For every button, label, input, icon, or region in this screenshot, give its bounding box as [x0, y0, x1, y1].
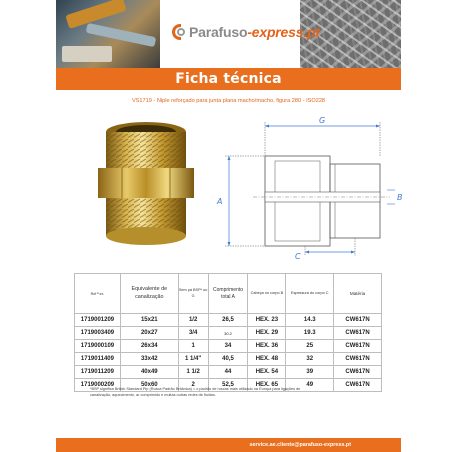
- cell-espessura: 25: [286, 340, 334, 353]
- cell-bsp: 1/2: [178, 314, 208, 327]
- technical-drawing: [205, 116, 405, 262]
- cell-cabeca: HEX. 29: [248, 327, 286, 340]
- spec-table: [74, 273, 382, 392]
- cell-equiv: 20x27: [120, 327, 178, 340]
- cell-materia: CW617N: [334, 366, 382, 379]
- cell-ref: 1719001209: [75, 314, 121, 327]
- cell-cabeca: HEX. 23: [248, 314, 286, 327]
- footnote-line: canalização, aquecimento, ar comprimido e muitas outras redes de fluidos.: [90, 392, 216, 397]
- product-subtitle: VS1719 - Niple reforçado para junta plana macho/macho, figura 280 - ISO228: [131, 98, 326, 104]
- table-row: [75, 327, 382, 340]
- cell-ref: 1719000209: [75, 379, 121, 392]
- table-row: [75, 340, 382, 353]
- label-a: A: [217, 197, 223, 206]
- cell-espessura: 49: [286, 379, 334, 392]
- cell-bsp: 1 1/4": [178, 353, 208, 366]
- tools-photo: [56, 0, 160, 68]
- cell-ref: 1719011209: [75, 366, 121, 379]
- cell-equiv: 40x49: [120, 366, 178, 379]
- header-banner: [56, 0, 401, 68]
- table-row: [75, 353, 382, 366]
- cell-materia: CW617N: [334, 314, 382, 327]
- col-header-materia: Matéria: [334, 274, 382, 314]
- cell-ref: 1719011409: [75, 353, 121, 366]
- fitting-image: [92, 118, 200, 250]
- label-c: C: [295, 252, 301, 261]
- cell-cabeca: HEX. 65: [248, 379, 286, 392]
- col-header-cabeca: Cabeça no corpo B: [248, 274, 286, 314]
- cell-espessura: 14.3: [286, 314, 334, 327]
- footnote-line: *BSP significa British Standard Pip (Rosca Padrão Britânica) = o padrão de roscas mais utilizado na Europa para ligações de: [90, 387, 301, 391]
- footer-bar: [56, 438, 401, 452]
- cell-comp: 34: [208, 340, 248, 353]
- cell-espessura: 19.3: [286, 327, 334, 340]
- cell-cabeca: HEX. 48: [248, 353, 286, 366]
- table-row: [75, 366, 382, 379]
- footer-email[interactable]: service.ae.cliente@parafuso-express.pt: [249, 442, 351, 448]
- cell-comp: 44: [208, 366, 248, 379]
- cell-comp: 52,5: [208, 379, 248, 392]
- table-row: [75, 314, 382, 327]
- cell-materia: CW617N: [334, 379, 382, 392]
- cell-espessura: 39: [286, 366, 334, 379]
- cell-comp: 26,5: [208, 314, 248, 327]
- tool-shape: [86, 23, 157, 47]
- table-header-row: [75, 274, 382, 314]
- cell-bsp: 3/4: [178, 327, 208, 340]
- tool-shape: [62, 46, 112, 62]
- cell-cabeca: HEX. 54: [248, 366, 286, 379]
- cell-bsp: 1: [178, 340, 208, 353]
- col-header-bsp: Sem pá BSP* ou G: [178, 274, 208, 314]
- cell-comp: 40,5: [208, 353, 248, 366]
- col-header-ref: Ref ª ex.: [75, 274, 121, 314]
- cell-materia: CW617N: [334, 327, 382, 340]
- page-title: Ficha técnica: [175, 71, 282, 87]
- footnote: [90, 387, 390, 399]
- cell-materia: CW617N: [334, 353, 382, 366]
- label-g: G: [319, 116, 326, 125]
- cell-materia: CW617N: [334, 340, 382, 353]
- cell-equiv: 15x21: [120, 314, 178, 327]
- logo-icon: [172, 24, 186, 40]
- cell-espessura: 32: [286, 353, 334, 366]
- label-b: B: [397, 193, 403, 202]
- cell-ref: 1719003409: [75, 327, 121, 340]
- cell-cabeca: HEX. 36: [248, 340, 286, 353]
- title-bar: [56, 68, 401, 90]
- cell-equiv: 26x34: [120, 340, 178, 353]
- cell-equiv: 50x60: [120, 379, 178, 392]
- cell-bsp: 2: [178, 379, 208, 392]
- col-header-espessura: Espessura do corpo C: [286, 274, 334, 314]
- col-header-equiv: Equivalente de canalização: [120, 274, 178, 314]
- col-header-comp: Comprimento total A: [208, 274, 248, 314]
- cell-bsp: 1 1/2: [178, 366, 208, 379]
- cell-ref: 1719000109: [75, 340, 121, 353]
- cell-equiv: 33x42: [120, 353, 178, 366]
- logo-text: Parafuso-express.pt: [189, 24, 320, 40]
- brand-logo: [172, 24, 320, 40]
- cell-comp: 30.2: [208, 327, 248, 340]
